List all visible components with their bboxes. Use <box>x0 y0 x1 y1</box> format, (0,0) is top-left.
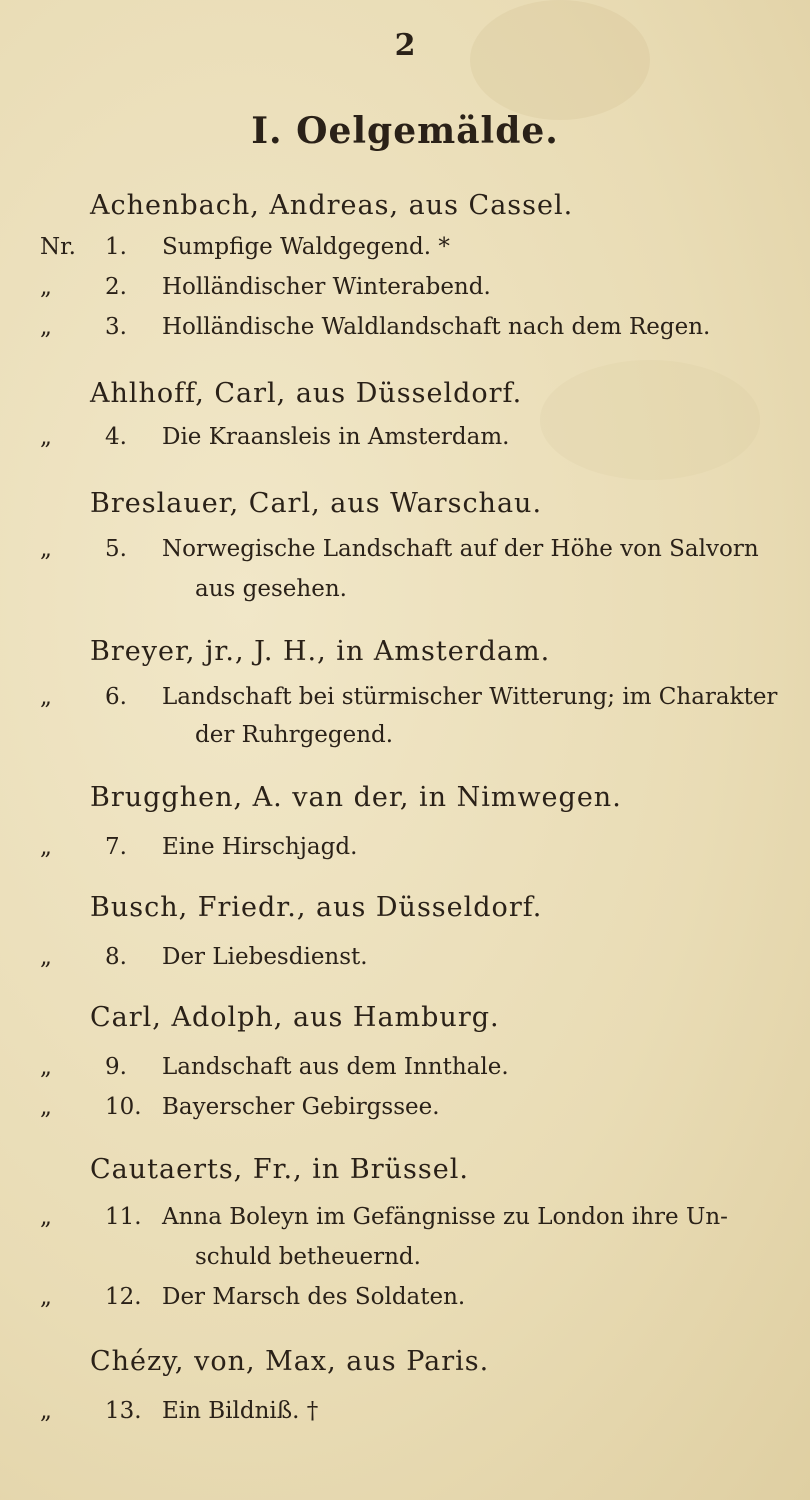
item-title: Eine Hirschjagd. <box>162 834 358 860</box>
artist-heading: Achenbach, Andreas, aus Cassel. <box>90 190 574 221</box>
item-number: 11. <box>105 1204 142 1230</box>
catalog-item <box>0 944 810 984</box>
item-prefix: „ <box>40 1204 52 1230</box>
item-number: 7. <box>105 834 127 860</box>
item-number: 6. <box>105 684 127 710</box>
catalog-item <box>0 536 810 576</box>
item-number: 12. <box>105 1284 142 1310</box>
item-number: 1. <box>105 234 127 260</box>
item-number: 10. <box>105 1094 142 1120</box>
item-title: Der Liebesdienst. <box>162 944 368 970</box>
catalog-item <box>0 1398 810 1438</box>
item-number: 2. <box>105 274 127 300</box>
catalog-item <box>0 1204 810 1244</box>
item-title: Landschaft aus dem Innthale. <box>162 1054 509 1080</box>
item-prefix: „ <box>40 944 52 970</box>
catalog-item <box>0 1284 810 1324</box>
item-title: Holländischer Winterabend. <box>162 274 491 300</box>
item-title: Der Marsch des Soldaten. <box>162 1284 466 1310</box>
item-number: 5. <box>105 536 127 562</box>
artist-heading: Carl, Adolph, aus Hamburg. <box>90 1002 500 1033</box>
artist-heading: Chézy, von, Max, aus Paris. <box>90 1346 490 1377</box>
catalog-item <box>0 684 810 724</box>
item-title-continuation: aus gesehen. <box>195 576 347 602</box>
item-prefix: „ <box>40 1054 52 1080</box>
page-number: 2 <box>394 28 416 63</box>
item-prefix: „ <box>40 684 52 710</box>
artist-heading: Busch, Friedr., aus Düsseldorf. <box>90 892 543 923</box>
artist-heading: Breyer, jr., J. H., in Amsterdam. <box>90 636 551 667</box>
item-title: Sumpfige Waldgegend. * <box>162 234 450 260</box>
item-prefix: „ <box>40 536 52 562</box>
item-title-continuation: schuld betheuernd. <box>195 1244 421 1270</box>
item-prefix: „ <box>40 1284 52 1310</box>
item-prefix: „ <box>40 274 52 300</box>
item-prefix: „ <box>40 424 52 450</box>
artist-heading: Cautaerts, Fr., in Brüssel. <box>90 1154 469 1185</box>
catalog-item <box>0 314 810 354</box>
item-number: 4. <box>105 424 127 450</box>
catalog-item <box>0 1094 810 1134</box>
artist-heading: Breslauer, Carl, aus Warschau. <box>90 488 543 519</box>
item-number: 8. <box>105 944 127 970</box>
artist-heading: Ahlhoff, Carl, aus Düsseldorf. <box>90 378 523 409</box>
item-prefix: Nr. <box>40 234 76 260</box>
catalog-item <box>0 234 810 274</box>
item-number: 13. <box>105 1398 142 1424</box>
item-title: Anna Boleyn im Gefängnisse zu London ihre Un- <box>162 1204 728 1230</box>
item-prefix: „ <box>40 1398 52 1424</box>
item-title: Landschaft bei stürmischer Witterung; im Charakter <box>162 684 778 710</box>
artist-heading: Brugghen, A. van der, in Nimwegen. <box>90 782 622 813</box>
item-title: Holländische Waldlandschaft nach dem Regen. <box>162 314 711 340</box>
catalog-item <box>0 424 810 464</box>
catalog-item <box>0 274 810 314</box>
item-title: Ein Bildniß. † <box>162 1398 319 1424</box>
item-number: 3. <box>105 314 127 340</box>
item-prefix: „ <box>40 834 52 860</box>
item-title: Die Kraansleis in Amsterdam. <box>162 424 510 450</box>
catalog-item <box>0 834 810 874</box>
item-title-continuation: der Ruhrgegend. <box>195 722 394 748</box>
catalog-item <box>0 1054 810 1094</box>
item-title: Bayerscher Gebirgssee. <box>162 1094 440 1120</box>
item-prefix: „ <box>40 314 52 340</box>
section-title: I. Oelgemälde. <box>251 110 559 152</box>
item-number: 9. <box>105 1054 127 1080</box>
item-title: Norwegische Landschaft auf der Höhe von Salvorn <box>162 536 759 562</box>
item-prefix: „ <box>40 1094 52 1120</box>
